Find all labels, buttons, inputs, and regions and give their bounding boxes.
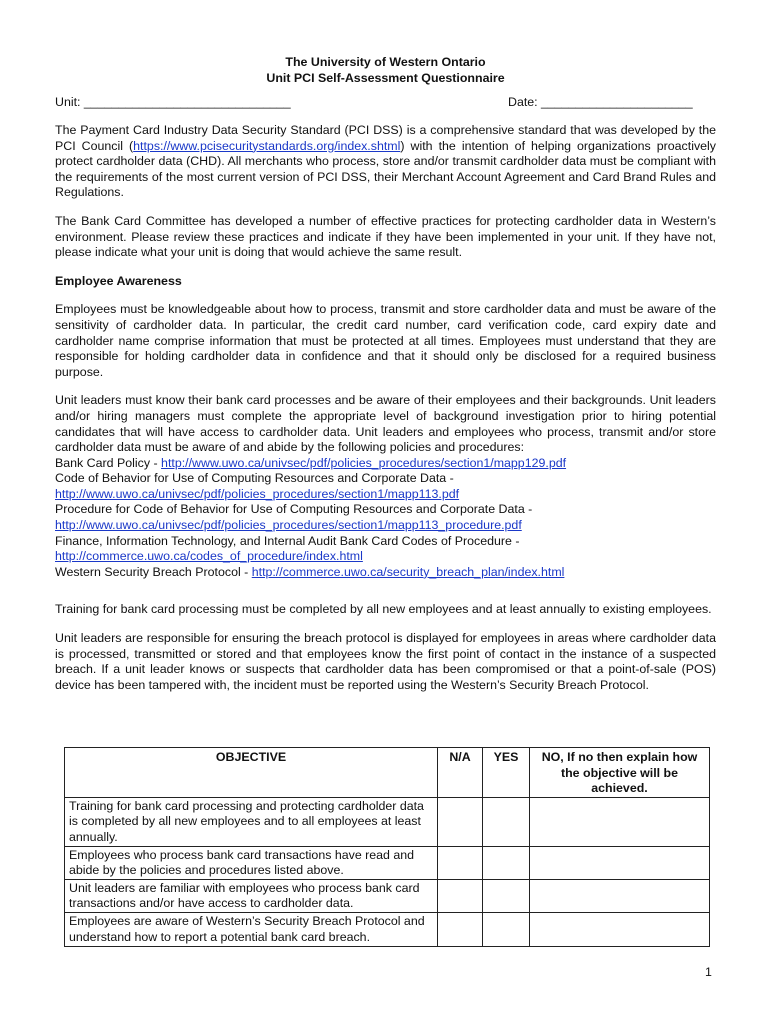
- intro-paragraph-1: [55, 123, 716, 201]
- document-title-line1: The University of Western Ontario: [285, 55, 486, 69]
- policy-label: Bank Card Policy -: [55, 455, 162, 470]
- policy-link[interactable]: http://www.uwo.ca/univsec/pdf/policies_procedures/section1/mapp113_procedure.pdf: [55, 518, 522, 533]
- no-explain-cell[interactable]: [530, 797, 710, 846]
- na-cell[interactable]: [438, 912, 483, 946]
- intro-p1-after: ) with the intention of helping organizations proactively protect cardholder data (CHD). All merchants who process, store and/or transmit cardholder data must be compliant with the requirements of the most current version of PCI DSS, their Merchant Account Agreement and Card Brand Rules and Regulations.: [55, 138, 716, 200]
- na-column-header: N/A: [438, 748, 483, 798]
- table-header-row: [65, 748, 710, 798]
- policy-label: Procedure for Code of Behavior for Use of Computing Resources and Corporate Data -: [55, 502, 533, 517]
- awareness-paragraph-2: Unit leaders must know their bank card processes and be aware of their employees and their backgrounds. Unit leaders and/or hiring managers must complete the appropriate level of background investigation prior to hiring potential candidates that will have access to cardholder data. Unit leaders and employees who process, transmit and/or store cardholder data must be aware of and abide by the following policies and procedures:: [55, 393, 716, 455]
- policy-breach-protocol: [55, 565, 716, 581]
- policy-link[interactable]: http://commerce.uwo.ca/security_breach_plan/index.html: [251, 564, 565, 579]
- objective-table: [64, 747, 710, 947]
- na-cell[interactable]: [438, 846, 483, 879]
- page-number: 1: [705, 965, 712, 979]
- table-row: [65, 797, 710, 846]
- breach-paragraph: Unit leaders are responsible for ensuring the breach protocol is displayed for employees in areas where cardholder data is processed, transmitted or stored and that employees know the first point of contact in the instance of a suspected breach. If a unit leader knows or suspects that cardholder data has been compromised or that a point-of-sale (POS) device has been tampered with, the incident must be reported using the Western’s Security Breach Protocol.: [55, 631, 716, 692]
- no-column-header: [530, 748, 710, 798]
- objective-cell: Unit leaders are familiar with employees who process bank card transactions and/or have access to cardholder data.: [65, 879, 438, 912]
- table-row: [65, 912, 710, 946]
- section-heading: Employee Awareness: [55, 273, 182, 288]
- yes-column-header: YES: [483, 748, 530, 798]
- objective-cell: Employees who process bank card transactions have read and abide by the policies and procedures listed above.: [65, 846, 438, 879]
- no-explain-cell[interactable]: [530, 846, 710, 879]
- no-explanation: , If no then explain how the objective will be achieved.: [560, 750, 698, 796]
- policy-link[interactable]: http://www.uwo.ca/univsec/pdf/policies_procedures/section1/mapp129.pdf: [161, 455, 567, 470]
- intro-p1-before: The Payment Card Industry Data Security Standard (PCI DSS) is a comprehensive standard that was developed by the PCI Council (: [55, 123, 716, 153]
- document-title-line2: Unit PCI Self-Assessment Questionnaire: [266, 71, 505, 85]
- policy-link[interactable]: http://commerce.uwo.ca/codes_of_procedure/index.html: [55, 549, 363, 564]
- policy-code-of-behavior-procedure: [55, 502, 716, 533]
- no-explain-cell[interactable]: [530, 912, 710, 946]
- unit-date-row: [55, 95, 716, 111]
- na-cell[interactable]: [438, 797, 483, 846]
- no-explain-cell[interactable]: [530, 879, 710, 912]
- training-paragraph: Training for bank card processing must be completed by all new employees and at least annually to existing employees.: [55, 602, 712, 617]
- table-row: [65, 879, 710, 912]
- policy-link[interactable]: http://www.uwo.ca/univsec/pdf/policies_procedures/section1/mapp113.pdf: [55, 486, 460, 501]
- no-label: NO: [541, 750, 561, 764]
- yes-cell[interactable]: [483, 879, 530, 912]
- yes-cell[interactable]: [483, 912, 530, 946]
- objective-column-header: OBJECTIVE: [65, 748, 438, 798]
- pci-council-link[interactable]: https://www.pcisecuritystandards.org/index.shtml: [133, 138, 401, 153]
- objective-cell: Training for bank card processing and protecting cardholder data is completed by all new employees and to all employees at least annually.: [65, 797, 438, 846]
- policy-bank-card: [55, 456, 716, 472]
- unit-field-label: Unit: ______________________________: [55, 95, 291, 109]
- policy-code-of-behavior: [55, 471, 716, 502]
- objective-cell: Employees are aware of Western’s Security Breach Protocol and understand how to report a potential bank card breach.: [65, 912, 438, 946]
- policy-label: Finance, Information Technology, and Internal Audit Bank Card Codes of Procedure -: [55, 533, 520, 548]
- na-cell[interactable]: [438, 879, 483, 912]
- date-field-label: Date: ______________________: [508, 95, 693, 109]
- policy-label: Code of Behavior for Use of Computing Resources and Corporate Data -: [55, 471, 454, 486]
- awareness-paragraph-1: Employees must be knowledgeable about how to process, transmit and store cardholder data and must be aware of the sensitivity of cardholder data. In particular, the credit card number, card verification code, card expiry date and cardholder name comprise information that must be protected at all times. Employees must understand that they are responsible for holding cardholder data in confidence and that it should only be disclosed for a required business purpose.: [55, 302, 716, 379]
- policy-label: Western Security Breach Protocol -: [55, 564, 252, 579]
- policy-codes-of-procedure: [55, 534, 716, 565]
- yes-cell[interactable]: [483, 846, 530, 879]
- table-row: [65, 846, 710, 879]
- yes-cell[interactable]: [483, 797, 530, 846]
- document-page: [55, 54, 716, 693]
- intro-paragraph-2: The Bank Card Committee has developed a number of effective practices for protecting cardholder data in Western’s environment. Please review these practices and indicate if they have been implemented in your unit. If they have not, please indicate what your unit is doing that would achieve the same result.: [55, 213, 716, 260]
